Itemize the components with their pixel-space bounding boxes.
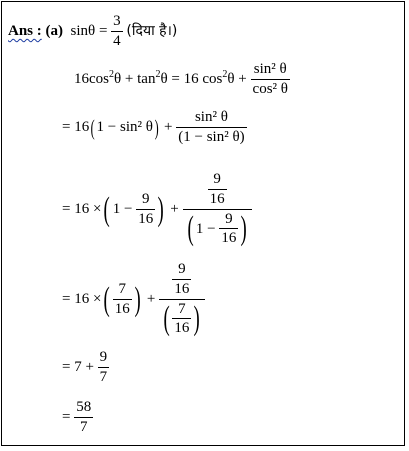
s4-big-num bbox=[159, 262, 205, 300]
s4-dden: 16 bbox=[174, 320, 190, 337]
s1-text-a: 16cos bbox=[74, 71, 109, 88]
s3-big-fraction bbox=[183, 172, 252, 247]
s4-text-a: = 16 × bbox=[62, 290, 102, 307]
s4-bden: 16 bbox=[174, 280, 190, 297]
s4-d-fraction bbox=[172, 302, 191, 338]
step-4 bbox=[62, 262, 205, 337]
close-paren-icon: ) bbox=[193, 300, 201, 338]
given-note: (दिया है।) bbox=[126, 23, 178, 40]
answer-line bbox=[8, 14, 177, 50]
s1-sup-b: 2 bbox=[155, 69, 161, 81]
step-5 bbox=[62, 350, 109, 386]
s1-num: sin² θ bbox=[251, 62, 290, 80]
s6-den: 7 bbox=[79, 418, 88, 435]
s6-num: 58 bbox=[74, 400, 93, 418]
step-3 bbox=[62, 172, 252, 247]
s3-d-num: 9 bbox=[219, 212, 238, 230]
open-paren-icon: ( bbox=[103, 190, 111, 228]
s3-text-a: = 16 × bbox=[62, 200, 102, 217]
s6-fraction bbox=[74, 400, 93, 436]
s4-big-den bbox=[159, 300, 205, 338]
s5-text-a: = 7 + bbox=[62, 359, 98, 376]
s3-fnum: 9 bbox=[136, 192, 155, 210]
s4-den: 16 bbox=[114, 300, 130, 317]
s3-inner-fraction bbox=[136, 192, 155, 228]
s5-den: 7 bbox=[99, 368, 108, 385]
s4-big-fraction bbox=[159, 262, 205, 337]
close-paren-icon: ) bbox=[134, 280, 141, 318]
s4-plus: + bbox=[143, 290, 160, 307]
answer-option: (a) bbox=[45, 23, 64, 40]
s6-text-a: = bbox=[62, 409, 75, 426]
s3-bnum: 9 bbox=[208, 172, 227, 190]
s3-d-fraction bbox=[219, 212, 238, 248]
s2-plus: + bbox=[160, 119, 177, 136]
s2-den: (1 − sin² θ) bbox=[178, 128, 245, 145]
s1-sup-c: 2 bbox=[222, 69, 228, 81]
s2-fraction bbox=[176, 110, 246, 146]
step-2 bbox=[62, 110, 247, 146]
s3-top-fraction bbox=[208, 172, 227, 208]
s4-top-fraction bbox=[172, 262, 191, 298]
s1-text-b: θ + tan bbox=[114, 71, 156, 88]
s2-text-a: = 16 bbox=[62, 119, 90, 136]
s4-dnum: 7 bbox=[172, 302, 191, 320]
s2-inner: 1 − sin² θ bbox=[96, 119, 153, 136]
s4-bnum: 9 bbox=[172, 262, 191, 280]
s3-big-num bbox=[183, 172, 252, 210]
close-paren-icon: ) bbox=[240, 210, 248, 248]
s3-big-den bbox=[183, 210, 252, 248]
s5-num: 9 bbox=[98, 350, 110, 368]
given-num: 3 bbox=[111, 14, 123, 32]
open-paren-icon: ( bbox=[90, 114, 95, 140]
s4-num: 7 bbox=[113, 282, 132, 300]
s1-text-d: θ + bbox=[227, 71, 251, 88]
s1-text-c: θ = 16 cos bbox=[160, 71, 223, 88]
s2-num: sin² θ bbox=[176, 110, 246, 128]
s1-sup-a: 2 bbox=[109, 69, 114, 81]
s3-d-one: 1 − bbox=[195, 220, 220, 237]
open-paren-icon: ( bbox=[187, 210, 194, 248]
given-den: 4 bbox=[113, 32, 121, 49]
s3-bden: 16 bbox=[209, 190, 225, 207]
s1-fraction bbox=[251, 62, 290, 98]
step-1 bbox=[74, 62, 290, 98]
close-paren-icon: ) bbox=[157, 190, 164, 228]
given-lhs: sinθ = bbox=[70, 23, 112, 40]
s5-fraction bbox=[98, 350, 110, 386]
s1-den: cos² θ bbox=[252, 80, 288, 97]
given-fraction bbox=[111, 14, 123, 50]
open-paren-icon: ( bbox=[163, 300, 170, 338]
answer-label: Ans : bbox=[8, 23, 42, 40]
s3-d-den: 16 bbox=[221, 230, 237, 247]
s3-fden: 16 bbox=[138, 210, 154, 227]
s3-one: 1 − bbox=[112, 200, 137, 217]
s3-plus: + bbox=[166, 200, 183, 217]
close-paren-icon: ) bbox=[154, 114, 159, 140]
open-paren-icon: ( bbox=[103, 280, 111, 318]
step-6 bbox=[62, 400, 93, 436]
s4-fraction bbox=[113, 282, 132, 318]
